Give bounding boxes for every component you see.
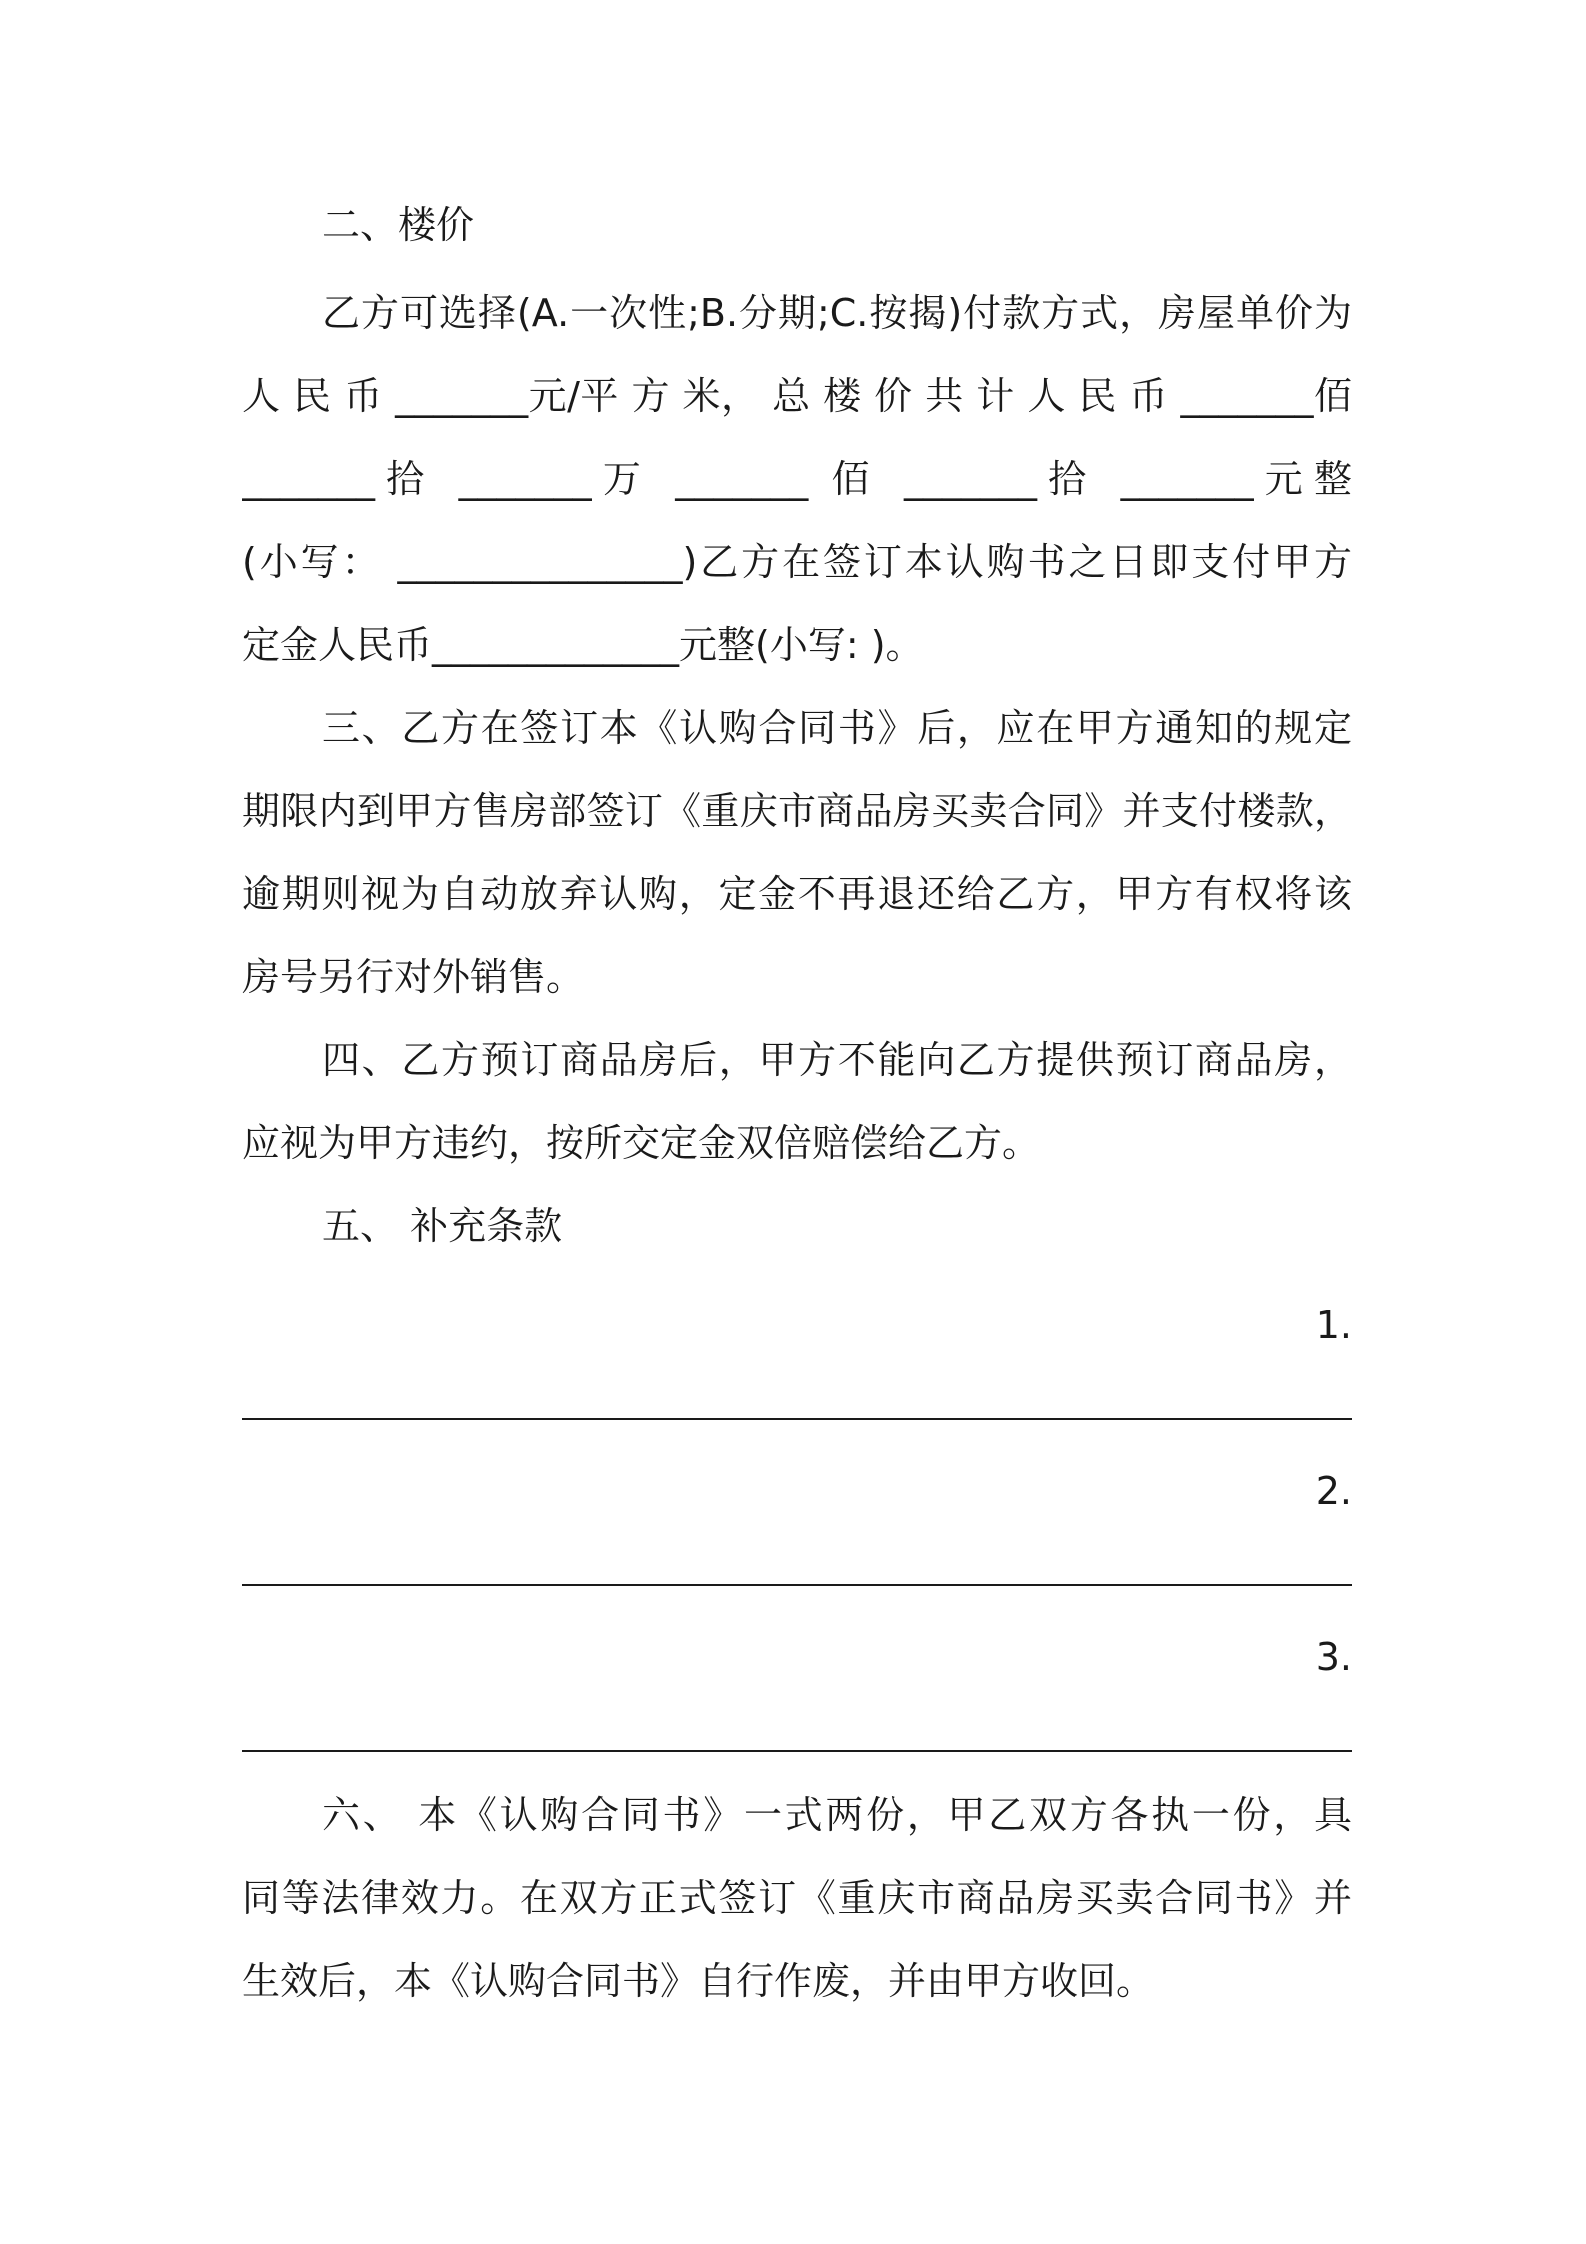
supplement-item-3-blank-line xyxy=(242,1750,1352,1752)
section-6-line-1: 六、 本《认购合同书》一式两份，甲乙双方各执一份，具 xyxy=(322,1793,1352,1837)
section-2-heading: 二、楼价 xyxy=(322,203,475,247)
section-4-line-2: 应视为甲方违约，按所交定金双倍赔偿给乙方。 xyxy=(242,1121,1041,1165)
section-3-line-2: 期限内到甲方售房部签订《重庆市商品房买卖合同》并支付楼款， xyxy=(242,789,1352,833)
supplement-item-1-number: 1. xyxy=(1315,1303,1352,1347)
section-2-line-2: 人 民 币 _______元/平 方 米， 总 楼 价 共 计 人 民 币 _______佰 xyxy=(242,374,1352,418)
section-3-line-3: 逾期则视为自动放弃认购，定金不再退还给乙方，甲方有权将该 xyxy=(242,872,1352,916)
section-3-line-1: 三、乙方在签订本《认购合同书》后，应在甲方通知的规定 xyxy=(322,706,1352,750)
section-6-line-2: 同等法律效力。在双方正式签订《重庆市商品房买卖合同书》并 xyxy=(242,1876,1352,1920)
section-2-line-5: 定金人民币_____________元整(小写: )。 xyxy=(242,623,924,667)
supplement-item-3-number: 3. xyxy=(1315,1635,1352,1679)
section-2-line-1: 乙方可选择(A.一次性;B.分期;C.按揭)付款方式，房屋单价为 xyxy=(322,291,1352,335)
section-2-line-4: (小写： _______________)乙方在签订本认购书之日即支付甲方 xyxy=(242,540,1352,584)
supplement-item-1-blank-line xyxy=(242,1418,1352,1420)
section-4-line-1: 四、乙方预订商品房后，甲方不能向乙方提供预订商品房， xyxy=(322,1038,1352,1082)
section-6-line-3: 生效后，本《认购合同书》自行作废，并由甲方收回。 xyxy=(242,1959,1155,2003)
supplement-item-2-blank-line xyxy=(242,1584,1352,1586)
supplement-item-2-number: 2. xyxy=(1315,1469,1352,1513)
section-2-line-3: _______拾 _______万 _______ 佰 _______拾 _______元整 xyxy=(242,457,1352,501)
section-5-heading: 五、 补充条款 xyxy=(322,1204,563,1248)
section-3-line-4: 房号另行对外销售。 xyxy=(242,955,585,999)
